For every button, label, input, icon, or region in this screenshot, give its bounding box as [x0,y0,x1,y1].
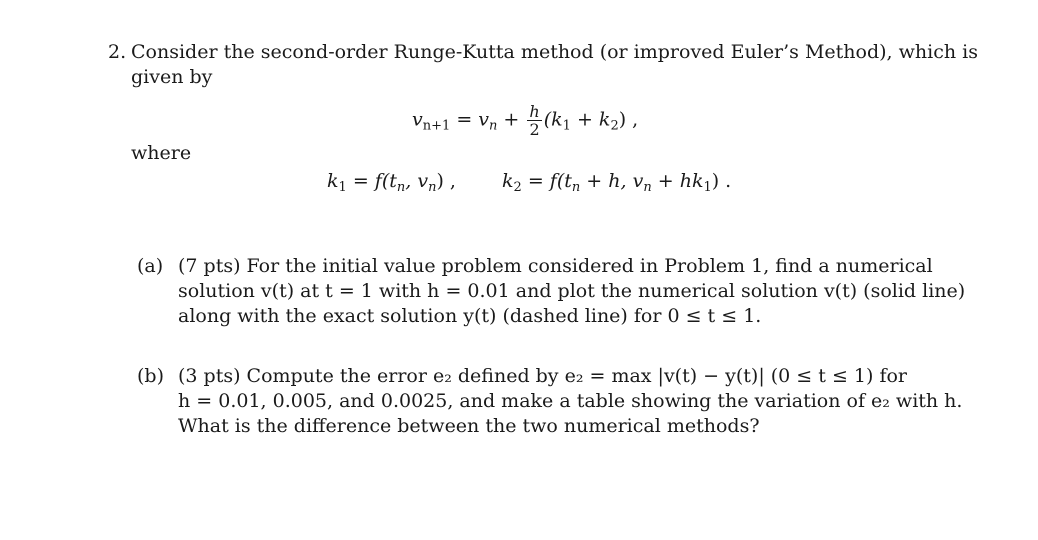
part-b-label: (b) [137,365,164,387]
part-a-line-1: (7 pts) For the initial value problem considered in Problem 1, find a numerical [178,255,933,277]
part-b-line-2: h = 0.01, 0.005, and 0.0025, and make a table showing the variation of e₂ with h. [178,390,963,412]
part-a-line-3: along with the exact solution y(t) (dashed line) for 0 ≤ t ≤ 1. [178,305,762,327]
part-b-line-1: (3 pts) Compute the error e₂ defined by e₂ = max |v(t) − y(t)| (0 ≤ t ≤ 1) for [178,365,907,387]
k1-definition: $k_1 = f(t_n$, $v_n$) , [327,170,456,195]
problem-intro-line-2: given by [131,66,213,88]
part-a-line-2: solution v(t) at t = 1 with h = 0.01 and plot the numerical solution v(t) (solid line) [178,280,966,302]
problem-intro-line-1: Consider the second-order Runge-Kutta method (or improved Euler’s Method), which is [131,41,978,63]
part-b-line-3: What is the difference between the two numerical methods? [178,415,760,437]
fraction-h-over-2: $\frac{h}{2}$ [529,102,540,139]
part-a-label: (a) [137,255,164,277]
where-label: where [131,142,192,164]
runge-kutta-formula: $v_{n+1} = v_n$ + $\frac{h}{2}$ $(k_1 + k_2)$ , [412,102,639,139]
problem-number: 2. [108,41,127,63]
k2-definition: $k_2 = f(t_n + h$, $v_n + hk_1$) . [502,170,732,195]
